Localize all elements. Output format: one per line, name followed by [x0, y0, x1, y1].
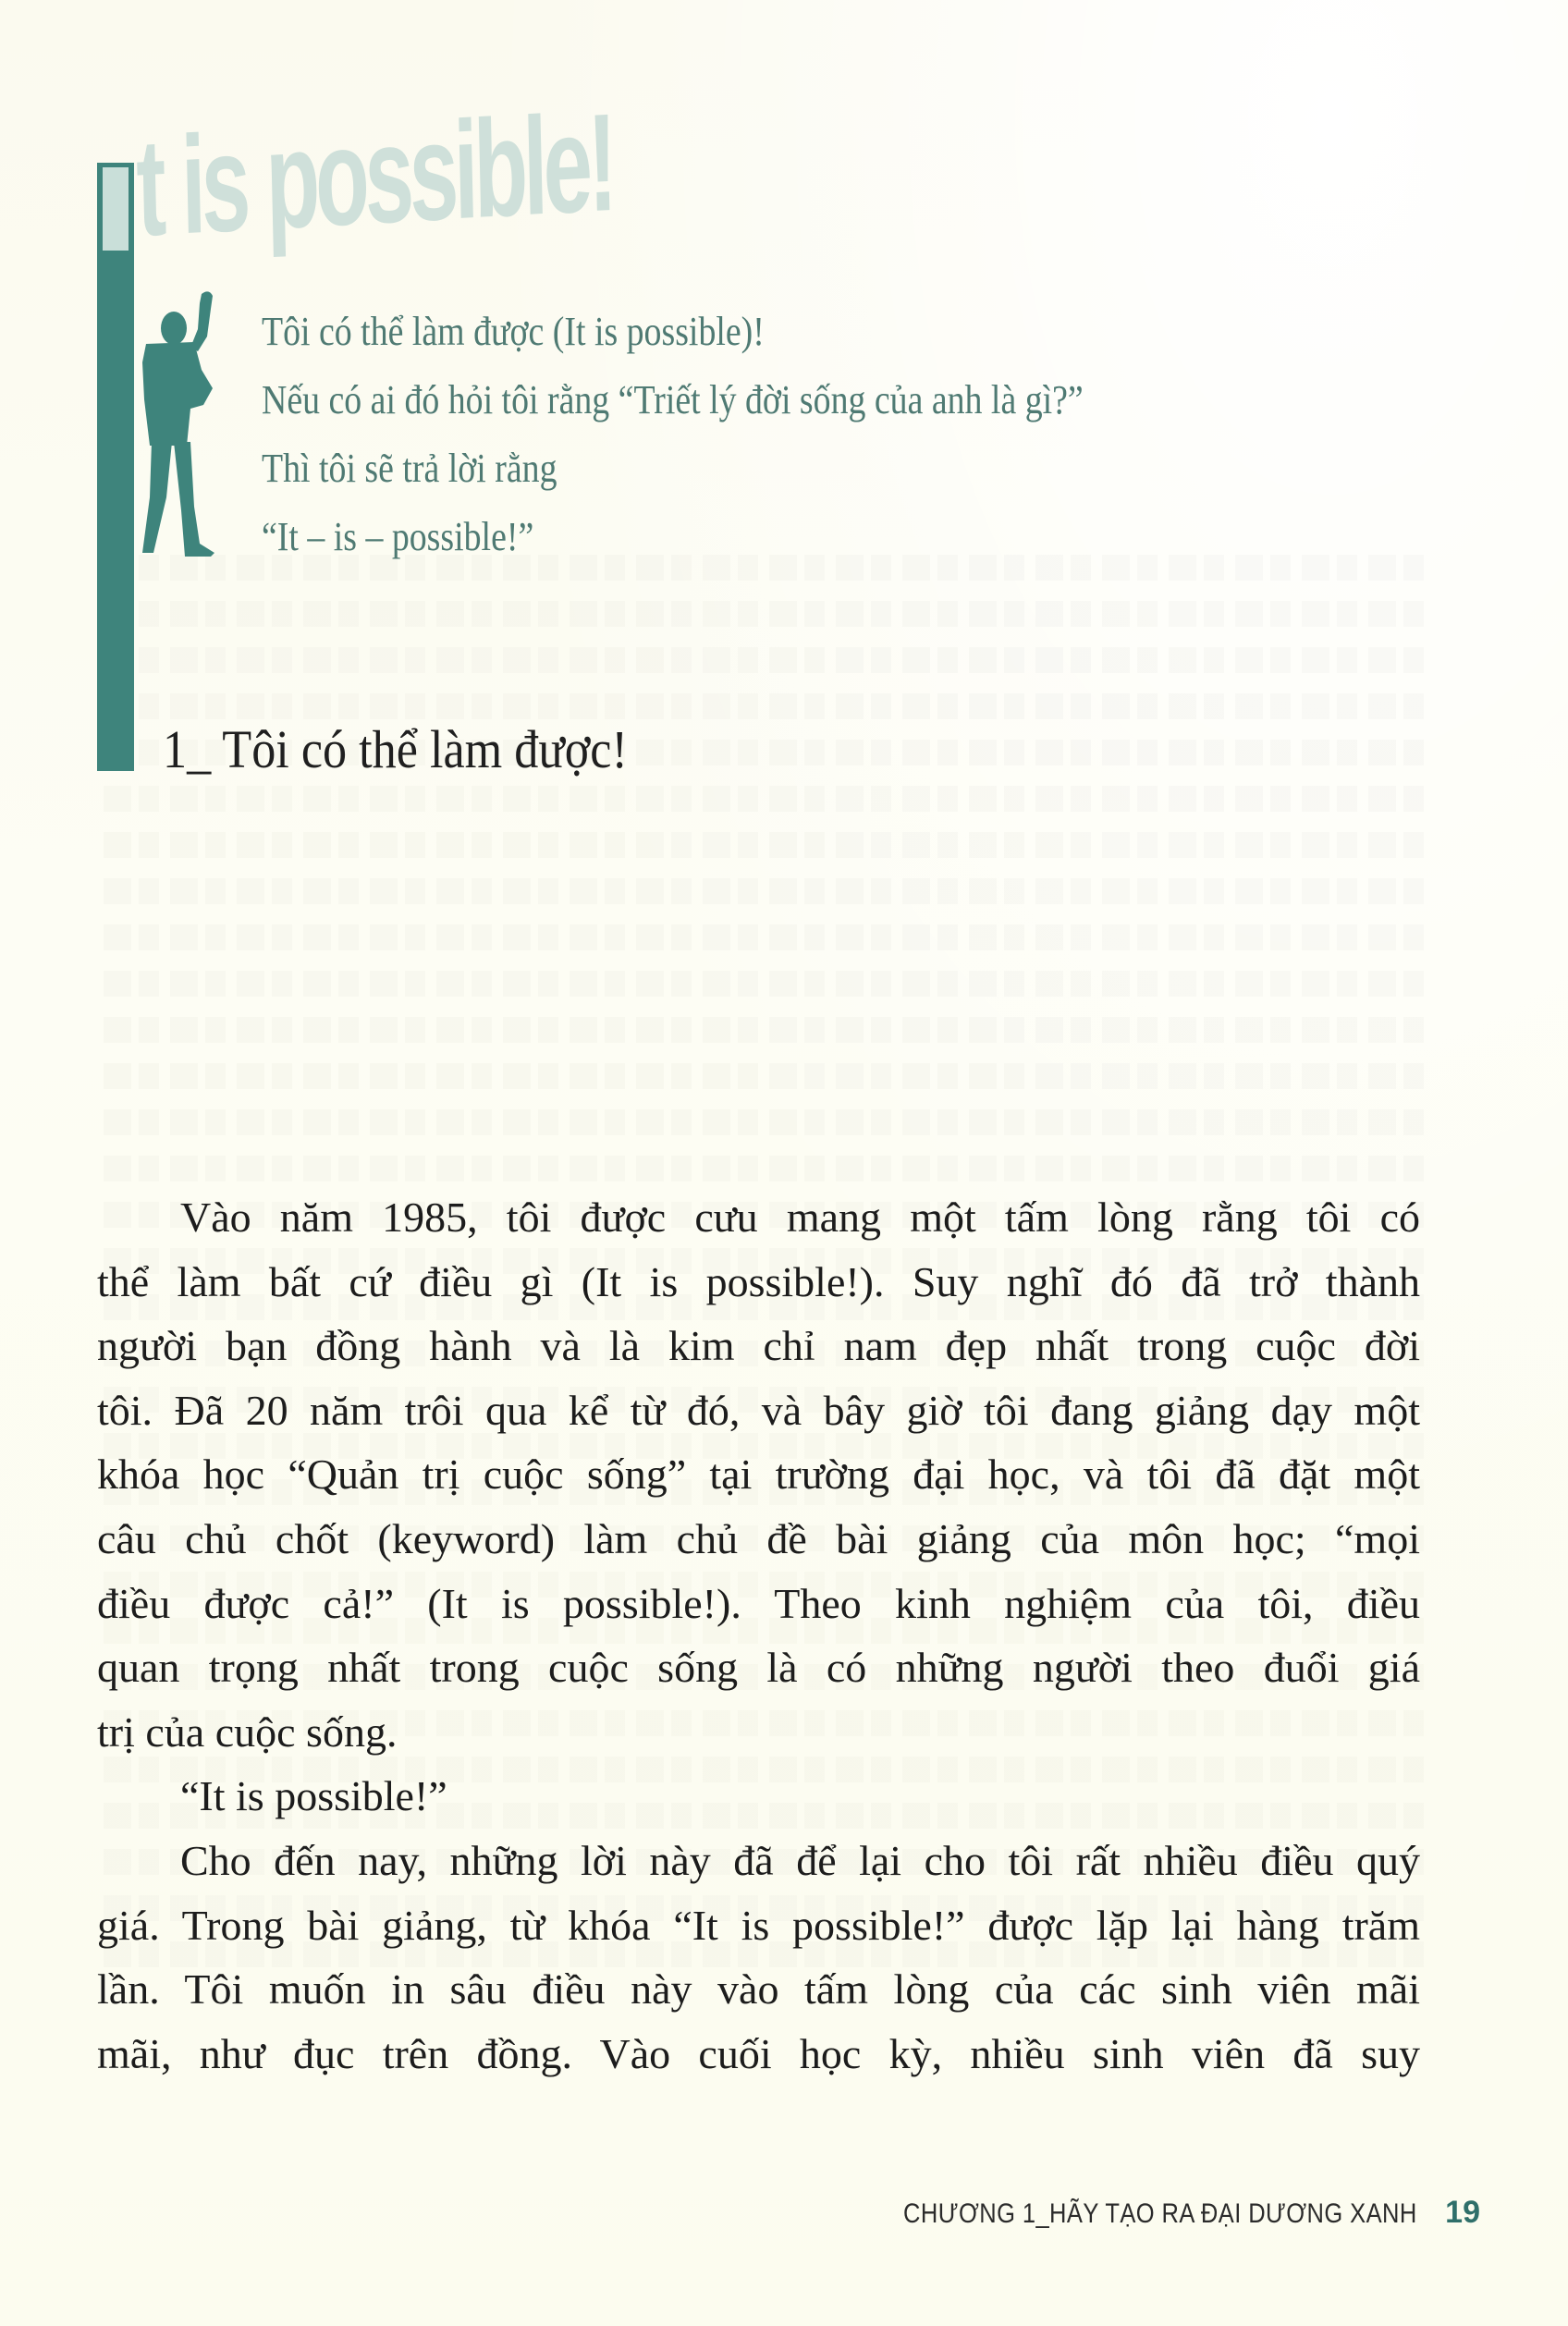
body-line-text: mãi, như đục trên đồng. Vào cuối học kỳ, nhiều sinh viên đã suy — [97, 2029, 1420, 2077]
body-line — [97, 1829, 1420, 1893]
body-line — [97, 1314, 1420, 1378]
page-title: t is possible! — [134, 83, 615, 265]
intro-line: Tôi có thể làm được (It is possible)! — [262, 309, 765, 354]
body-line — [97, 1507, 1420, 1572]
body-line-text: giá. Trong bài giảng, từ khóa “It is possible!” được lặp lại hàng trăm — [97, 1901, 1420, 1949]
body-text — [97, 1185, 1420, 2086]
body-line — [97, 1250, 1420, 1315]
body-line — [97, 1442, 1420, 1507]
body-line-text: Cho đến nay, những lời này đã để lại cho tôi rất nhiều điều quý — [180, 1836, 1420, 1884]
section-heading: 1_ Tôi có thể làm được! — [163, 719, 628, 779]
body-line-text: thể làm bất cứ điều gì (It is possible!). Suy nghĩ đó đã trở thành — [97, 1257, 1420, 1305]
body-line — [97, 2022, 1420, 2087]
intro-line: “It – is – possible!” — [262, 514, 534, 559]
body-line — [97, 1635, 1420, 1700]
body-line-text: Vào năm 1985, tôi được cưu mang một tấm lòng rằng tôi có — [180, 1194, 1420, 1241]
body-line — [97, 1893, 1420, 1958]
body-line-text: lần. Tôi muốn in sâu điều này vào tấm lòng của các sinh viên mãi — [97, 1965, 1420, 2014]
body-line — [97, 1957, 1420, 2022]
body-line-text: điều được cả!” (It is possible!). Theo kinh nghiệm của tôi, điều — [97, 1579, 1420, 1627]
body-line-text: tôi. Đã 20 năm trôi qua kể từ đó, và bây giờ tôi đang giảng dạy một — [97, 1386, 1420, 1434]
body-line-text: câu chủ chốt (keyword) làm chủ đề bài giảng của môn học; “mọi — [97, 1514, 1420, 1562]
body-line — [97, 1700, 1420, 1765]
title-letter-i-block — [103, 167, 129, 251]
running-footer — [813, 2195, 1480, 2231]
intro-line: Nếu có ai đó hỏi tôi rằng “Triết lý đời sống của anh là gì?” — [262, 377, 1084, 422]
body-line-text: người bạn đồng hành và là kim chỉ nam đẹp nhất trong cuộc đời — [97, 1322, 1420, 1370]
body-line-text: “It is possible!” — [180, 1772, 447, 1820]
body-line-text: quan trọng nhất trong cuộc sống là có những người theo đuổi giá — [97, 1644, 1420, 1692]
body-line — [97, 1378, 1420, 1443]
intro-quote — [262, 298, 1217, 571]
body-line — [97, 1185, 1420, 1250]
body-line-text: khóa học “Quản trị cuộc sống” tại trường đại học, và tôi đã đặt một — [97, 1451, 1420, 1499]
page-number: 19 — [1445, 2195, 1480, 2230]
body-line — [97, 1764, 1420, 1829]
intro-line: Thì tôi sẽ trả lời rằng — [262, 446, 557, 491]
body-line — [97, 1572, 1420, 1636]
silhouette-man-icon — [109, 287, 229, 564]
body-line-text: trị của cuộc sống. — [97, 1708, 398, 1756]
chapter-title: CHƯƠNG 1_HÃY TẠO RA ĐẠI DƯƠNG XANH — [903, 2198, 1418, 2229]
